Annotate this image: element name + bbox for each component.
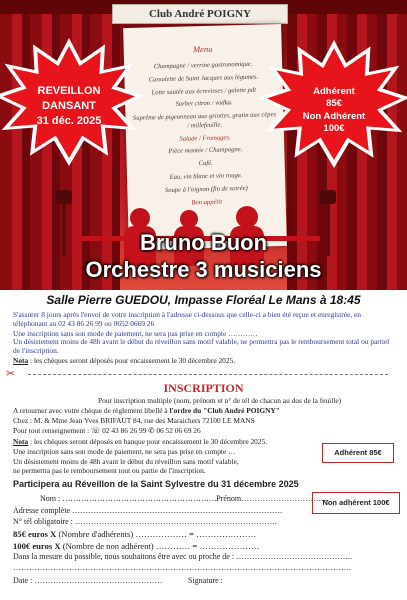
inscription-payment-warning: Une inscription sans son mode de paiement, ne sera pas prise en compte …	[13, 447, 236, 456]
table-preference-field[interactable]: Dans la mesure du possible, nous souhaitons être avec ou proche de : ……………………………………..	[13, 552, 353, 561]
member-count-line[interactable]	[13, 529, 256, 539]
menu-item: Cassolette de Saint Jacques aux légumes.	[148, 73, 259, 84]
table-preference-continuation[interactable]: ……………………………………………………………………………………………………………….	[13, 563, 351, 572]
figure-head-icon	[236, 206, 258, 228]
member-count-field[interactable]: (Nombre d'adhérents) ………………	[58, 529, 190, 539]
signature-field[interactable]: Signature :	[188, 576, 223, 585]
menu-item: Bon appétit	[191, 198, 223, 207]
intro-note-label: Nota	[13, 356, 29, 365]
menu-item: Champagne / verrine gastronomique.	[153, 60, 253, 71]
figure-head-icon	[130, 208, 150, 228]
menu-item: Café.	[198, 160, 213, 168]
venue-line: Salle Pierre GUEDOU, Impasse Floréal Le Mans à 18:45	[46, 293, 361, 307]
cheque-payee: l'ordre du "Club André POIGNY"	[169, 406, 280, 415]
intro-paragraph-3: Un désistement moins de 48h avant le début du réveillon sans motif valable, ne permettra pas le remboursement total ou partiel de l'inscription.	[13, 337, 390, 356]
price-badge	[277, 86, 391, 135]
non-member-count-line[interactable]	[13, 541, 260, 551]
menu-title: Menu	[192, 43, 213, 55]
menu-item: Salade / Fromages.	[179, 134, 231, 143]
member-price-box: Adhérent 85€	[322, 443, 394, 463]
event-badge	[10, 84, 128, 129]
non-member-price-box: Non adhérent 100€	[312, 492, 400, 514]
menu-list	[124, 60, 286, 209]
menu-item: Sorbet citron / vodka.	[175, 99, 233, 109]
price-badge-member-price: 85€	[326, 98, 342, 110]
participation-title: Participera au Réveillon de la Saint Sylvestre du 31 décembre 2025	[13, 479, 299, 489]
menu-item: Soupe à l'oignon (fin de soirée)	[164, 184, 248, 194]
intro-paragraph-2: Une inscription sans son mode de paiement, ne sera pas prise en compte …………	[13, 329, 258, 338]
hero-banner	[0, 0, 407, 290]
inscription-nota-text: : les chèques seront déposés en banque pour encaissement le 30 décembre 2025.	[28, 437, 268, 446]
menu-item: Pièce montée / Champagne.	[168, 146, 243, 156]
menu-item: Lotte sautée aux écrevisses / galette pdt	[151, 86, 257, 96]
equals-sign: =	[189, 529, 195, 539]
lantern-left-icon	[56, 190, 72, 204]
inscription-nota	[13, 437, 267, 446]
inscription-title: INSCRIPTION	[163, 381, 244, 395]
menu-item: Eau, vin blanc et vin rouge.	[169, 172, 243, 182]
inscription-multiple-note: Pour inscription multiple (nom, prénom et n° de tél de chacun au dos de la feuille)	[98, 396, 342, 405]
inscription-contact-phones: Pour tout renseignement : ☏ 02 43 86 26 99 ✆ 06 52 06 69 26	[13, 426, 201, 435]
phone-field[interactable]: N° tél obligatoire : ………………………………………………………………….	[13, 517, 277, 526]
band-subtitle: Orchestre 3 musiciens	[85, 257, 322, 282]
event-badge-line1: REVEILLON	[37, 85, 101, 97]
lantern-right-icon	[320, 190, 336, 204]
member-price-label: 85€ euros X	[13, 529, 59, 539]
scissors-icon: ✂	[6, 368, 16, 380]
inscription-return-line	[13, 406, 280, 415]
non-member-count-field[interactable]: (Nombre de non adhérent) …………	[62, 541, 193, 551]
intro-note	[13, 356, 395, 365]
event-badge-date: 31 déc. 2025	[36, 114, 102, 127]
inscription-refund-warning: ne permettra pas le remboursement tout ou partie de l'inscription.	[13, 466, 206, 475]
club-name-sign: Club André POIGNY	[112, 4, 288, 24]
price-badge-nonmember-label: Non Adhérent	[302, 110, 366, 122]
cut-line	[28, 374, 388, 375]
price-badge-nonmember-price: 100€	[323, 123, 345, 135]
return-line-text: A retourner avec votre chèque de règlement libellé à	[13, 406, 170, 415]
menu-item: Suprême de pigeonneau aux griottes, gratin aux cèpes / millefeuille.	[132, 111, 277, 130]
inscription-nota-label: Nota	[13, 437, 29, 446]
non-member-total-field[interactable]: …………………	[197, 541, 260, 551]
date-field[interactable]: Date : …………………………………………	[13, 576, 163, 585]
inscription-cancel-warning: Un désistement moins de 48h avant le début du réveillon sans motif valable,	[13, 457, 239, 466]
name-field[interactable]: Nom : ………………………………………………….Prénom……………………………	[40, 494, 330, 503]
intro-paragraph-1: S'assurer 8 jours après l'envoi de votre inscription à l'adresse ci-dessous que celle-ci a bien été reçue et enregistrée, en téléphonant au 02 43 86 26 99 ou 0652 0669 26	[13, 310, 361, 329]
band-name: Bruno Buon	[139, 230, 268, 255]
member-total-field[interactable]: …………………	[194, 529, 257, 539]
inscription-address: Chez : M. & Mme Jean Yves BRIFAUT 84, rue des Maraichers 72100 LE MANS	[13, 416, 255, 425]
non-member-price-label: 100€ euros X	[13, 541, 63, 551]
event-badge-line2: DANSANT	[42, 99, 96, 112]
equals-sign: =	[192, 541, 198, 551]
price-badge-member-label: Adhérent	[313, 86, 355, 97]
intro-note-text: : les chèques seront déposés pour encaissement le 30 décembre 2025.	[28, 356, 236, 365]
address-field[interactable]: Adresse complète …………………………………………………………………….	[13, 506, 283, 515]
